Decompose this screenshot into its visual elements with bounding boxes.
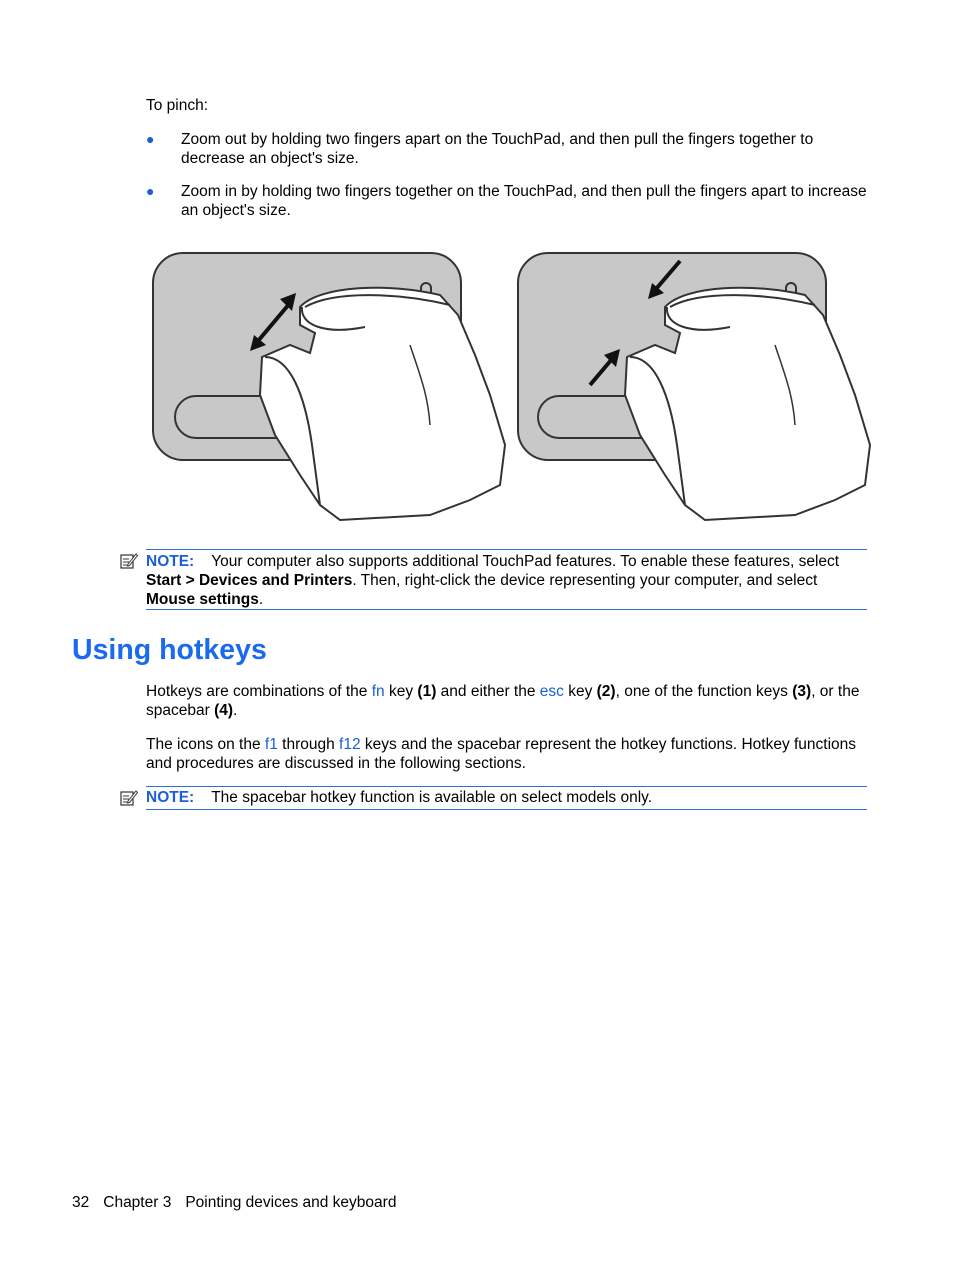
section-title: Using hotkeys bbox=[72, 634, 267, 666]
list-item: Zoom in by holding two fingers together on the TouchPad, and then pull the fingers apart to increase an object's size. bbox=[181, 183, 867, 219]
note-pencil-icon bbox=[120, 789, 138, 807]
callout-1: (1) bbox=[417, 683, 437, 700]
chapter-title: Pointing devices and keyboard bbox=[185, 1194, 397, 1211]
text: key bbox=[384, 683, 418, 700]
page-footer bbox=[72, 1193, 410, 1212]
note-text: . bbox=[258, 591, 264, 608]
note-label: NOTE: bbox=[146, 553, 195, 570]
key-f1: f1 bbox=[264, 736, 278, 753]
touchpad-zoom-in bbox=[518, 253, 870, 520]
pinch-illustration bbox=[140, 245, 880, 535]
key-f12: f12 bbox=[339, 736, 361, 753]
key-fn: fn bbox=[371, 683, 385, 700]
text: key bbox=[563, 683, 597, 700]
note-bottom-rule bbox=[146, 609, 867, 610]
icons-paragraph bbox=[146, 735, 868, 773]
note-text: . Then, right-click the device representing your computer, and select bbox=[352, 572, 818, 589]
key-esc: esc bbox=[539, 683, 564, 700]
note-top-rule bbox=[146, 549, 867, 550]
intro-text: To pinch: bbox=[146, 97, 209, 114]
bullet-marker: ● bbox=[146, 131, 155, 147]
bullet-marker: ● bbox=[146, 183, 155, 199]
text: . bbox=[233, 702, 238, 719]
callout-3: (3) bbox=[792, 683, 812, 700]
note-2 bbox=[146, 788, 868, 807]
note-label: NOTE: bbox=[146, 789, 195, 806]
text: keys and the spacebar represent the hotkey functions. Hotkey functions and procedures are discussed in the following sections. bbox=[146, 736, 857, 772]
text: , one of the function keys bbox=[615, 683, 793, 700]
note-menu-path: Start > Devices and Printers bbox=[146, 572, 353, 589]
list-item: Zoom out by holding two fingers apart on the TouchPad, and then pull the fingers together to decrease an object's size. bbox=[181, 131, 814, 167]
hotkeys-paragraph bbox=[146, 682, 868, 720]
text: through bbox=[277, 736, 340, 753]
text: and either the bbox=[436, 683, 540, 700]
text: Hotkeys are combinations of the bbox=[146, 683, 372, 700]
note-text: The spacebar hotkey function is available on select models only. bbox=[211, 789, 653, 806]
note-top-rule bbox=[146, 786, 867, 787]
callout-4: (4) bbox=[214, 702, 234, 719]
text: , or the spacebar bbox=[146, 683, 860, 719]
note-pencil-icon bbox=[120, 552, 138, 570]
chapter-label: Chapter 3 bbox=[103, 1194, 172, 1211]
text: The icons on the bbox=[146, 736, 265, 753]
note-setting-name: Mouse settings bbox=[146, 591, 259, 608]
note-bottom-rule bbox=[146, 809, 867, 810]
callout-2: (2) bbox=[596, 683, 616, 700]
touchpad-zoom-out bbox=[153, 253, 505, 520]
note-1 bbox=[146, 552, 868, 609]
note-text: Your computer also supports additional TouchPad features. To enable these features, select bbox=[211, 553, 840, 570]
page-number: 32 bbox=[72, 1194, 90, 1211]
